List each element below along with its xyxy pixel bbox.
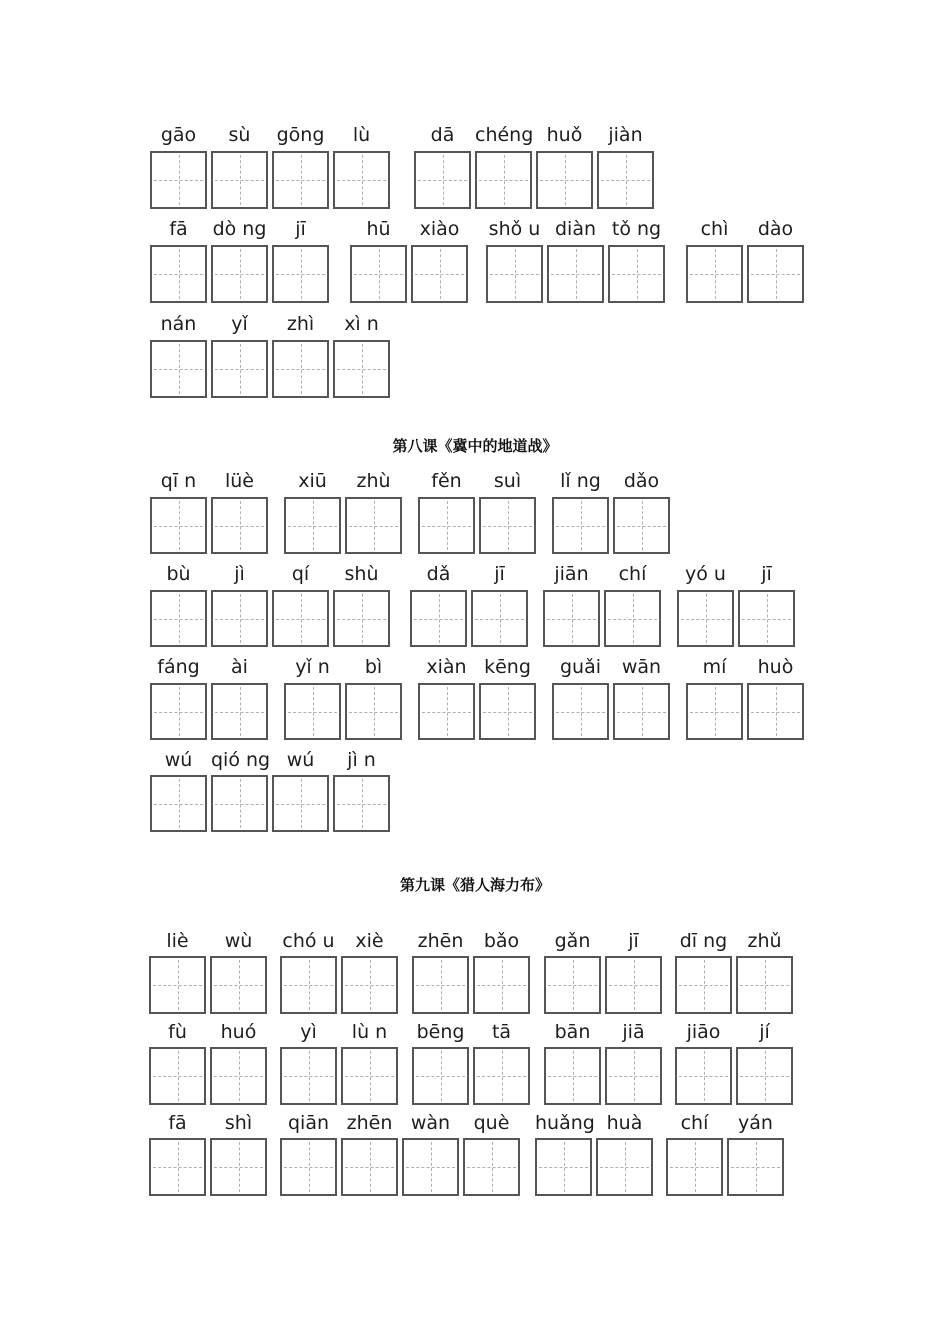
grid-guide-horizontal — [617, 712, 666, 713]
grid-guide-horizontal — [153, 1167, 202, 1168]
pinyin-label: chó u — [282, 930, 335, 952]
grid-guide-horizontal — [154, 619, 203, 620]
grid-guide-horizontal — [215, 180, 264, 181]
writing-box[interactable] — [272, 151, 329, 209]
pinyin-label: zhēn — [417, 930, 464, 952]
grid-guide-horizontal — [477, 985, 526, 986]
pinyin-label: bù — [166, 563, 191, 585]
grid-guide-horizontal — [690, 274, 739, 275]
grid-guide-horizontal — [600, 1167, 649, 1168]
pinyin-label: shù — [344, 563, 379, 585]
pinyin-label: shǒ u — [488, 218, 541, 240]
grid-guide-horizontal — [153, 985, 202, 986]
writing-box[interactable] — [150, 683, 207, 740]
grid-guide-horizontal — [214, 985, 263, 986]
grid-guide-horizontal — [483, 526, 532, 527]
pinyin-label: wàn — [410, 1112, 451, 1134]
writing-box[interactable] — [211, 775, 268, 832]
pinyin-label: tā — [491, 1021, 512, 1043]
pinyin-label: zhǔ — [747, 930, 782, 952]
writing-box[interactable] — [418, 497, 475, 554]
pinyin-label: tǒ ng — [611, 218, 662, 240]
grid-guide-horizontal — [284, 1167, 333, 1168]
writing-box[interactable] — [596, 1138, 653, 1196]
writing-box[interactable] — [675, 956, 732, 1014]
writing-box[interactable] — [211, 245, 268, 303]
writing-box[interactable] — [675, 1047, 732, 1105]
writing-box[interactable] — [613, 683, 670, 740]
writing-box[interactable] — [210, 1047, 267, 1105]
pinyin-label: jī — [761, 563, 772, 585]
writing-box[interactable] — [552, 497, 609, 554]
grid-guide-horizontal — [345, 1076, 394, 1077]
grid-guide-horizontal — [337, 619, 386, 620]
writing-box[interactable] — [272, 340, 329, 398]
writing-box[interactable] — [341, 1138, 398, 1196]
writing-box[interactable] — [605, 1047, 662, 1105]
grid-guide-horizontal — [415, 274, 464, 275]
pinyin-label: wān — [621, 656, 662, 678]
grid-guide-horizontal — [215, 619, 264, 620]
writing-box[interactable] — [411, 245, 468, 303]
writing-box[interactable] — [412, 956, 469, 1014]
writing-box[interactable] — [736, 1047, 793, 1105]
lesson-title: 第九课《猎人海力布》 — [399, 876, 550, 894]
grid-guide-horizontal — [690, 712, 739, 713]
writing-box[interactable] — [747, 245, 804, 303]
writing-box[interactable] — [345, 497, 402, 554]
pinyin-label: huǒ — [546, 124, 583, 146]
pinyin-label: fā — [169, 218, 188, 240]
grid-guide-horizontal — [416, 985, 465, 986]
grid-guide-horizontal — [483, 712, 532, 713]
grid-guide-horizontal — [276, 369, 325, 370]
writing-box[interactable] — [150, 497, 207, 554]
pinyin-label: qí — [291, 563, 310, 585]
pinyin-label: kēng — [484, 656, 531, 678]
grid-guide-horizontal — [215, 804, 264, 805]
writing-box[interactable] — [211, 340, 268, 398]
pinyin-label: fù — [168, 1021, 187, 1043]
grid-guide-horizontal — [740, 1076, 789, 1077]
grid-guide-horizontal — [337, 804, 386, 805]
writing-box[interactable] — [211, 497, 268, 554]
grid-guide-horizontal — [475, 619, 524, 620]
grid-guide-horizontal — [215, 712, 264, 713]
pinyin-label: bān — [554, 1021, 591, 1043]
writing-box[interactable] — [613, 497, 670, 554]
writing-box[interactable] — [597, 151, 654, 209]
pinyin-label: ài — [231, 656, 248, 678]
pinyin-label: jiā — [622, 1021, 645, 1043]
pinyin-label: jiàn — [608, 124, 643, 146]
grid-guide-horizontal — [154, 804, 203, 805]
grid-guide-horizontal — [540, 180, 589, 181]
writing-box[interactable] — [210, 956, 267, 1014]
pinyin-label: fā — [168, 1112, 187, 1134]
pinyin-label: chí — [618, 563, 647, 585]
grid-guide-horizontal — [276, 804, 325, 805]
writing-box[interactable] — [150, 245, 207, 303]
writing-box[interactable] — [535, 1138, 592, 1196]
pinyin-label: huó — [220, 1021, 257, 1043]
writing-box[interactable] — [345, 683, 402, 740]
writing-box[interactable] — [608, 245, 665, 303]
lesson-title: 第八课《冀中的地道战》 — [392, 437, 558, 455]
pinyin-label: zhù — [356, 470, 391, 492]
grid-guide-horizontal — [215, 369, 264, 370]
writing-box[interactable] — [272, 775, 329, 832]
writing-box[interactable] — [341, 1047, 398, 1105]
writing-box[interactable] — [402, 1138, 459, 1196]
grid-guide-horizontal — [556, 712, 605, 713]
pinyin-label: wù — [224, 930, 253, 952]
writing-box[interactable] — [666, 1138, 723, 1196]
grid-guide-horizontal — [418, 180, 467, 181]
grid-guide-horizontal — [740, 985, 789, 986]
grid-guide-horizontal — [539, 1167, 588, 1168]
writing-box[interactable] — [486, 245, 543, 303]
writing-box[interactable] — [463, 1138, 520, 1196]
grid-guide-horizontal — [751, 712, 800, 713]
grid-guide-horizontal — [467, 1167, 516, 1168]
pinyin-label: xiàn — [426, 656, 467, 678]
grid-guide-horizontal — [416, 1076, 465, 1077]
pinyin-label: lüè — [224, 470, 254, 492]
pinyin-label: dī ng — [679, 930, 728, 952]
grid-guide-horizontal — [349, 712, 398, 713]
pinyin-label: guǎi — [559, 656, 602, 678]
writing-box[interactable] — [150, 151, 207, 209]
pinyin-label: jí — [759, 1021, 770, 1043]
pinyin-label: lǐ ng — [560, 470, 601, 492]
pinyin-label: dǎo — [623, 470, 660, 492]
grid-guide-horizontal — [731, 1167, 780, 1168]
pinyin-label: bǎo — [483, 930, 520, 952]
grid-guide-horizontal — [337, 369, 386, 370]
pinyin-label: dào — [757, 218, 794, 240]
writing-box[interactable] — [475, 151, 532, 209]
writing-box[interactable] — [414, 151, 471, 209]
pinyin-label: xiào — [419, 218, 460, 240]
grid-guide-horizontal — [406, 1167, 455, 1168]
pinyin-label: sù — [228, 124, 251, 146]
pinyin-label: fáng — [157, 656, 200, 678]
grid-guide-horizontal — [479, 180, 528, 181]
pinyin-label: qiān — [287, 1112, 330, 1134]
grid-guide-horizontal — [556, 526, 605, 527]
pinyin-label: zhì — [286, 313, 315, 335]
pinyin-label: jì — [234, 563, 245, 585]
writing-box[interactable] — [547, 245, 604, 303]
grid-guide-horizontal — [154, 712, 203, 713]
pinyin-label: yǐ n — [295, 656, 330, 678]
pinyin-label: jì n — [347, 749, 376, 771]
pinyin-label: chì — [700, 218, 729, 240]
grid-guide-horizontal — [288, 712, 337, 713]
pinyin-label: xiè — [355, 930, 384, 952]
pinyin-label: jiān — [554, 563, 589, 585]
grid-guide-horizontal — [679, 1076, 728, 1077]
grid-guide-horizontal — [154, 274, 203, 275]
pinyin-label: huǎng — [535, 1112, 595, 1134]
pinyin-label: yán — [738, 1112, 773, 1134]
writing-box[interactable] — [341, 956, 398, 1014]
grid-guide-horizontal — [742, 619, 791, 620]
writing-box[interactable] — [418, 683, 475, 740]
grid-guide-horizontal — [345, 1167, 394, 1168]
writing-box[interactable] — [211, 683, 268, 740]
grid-guide-horizontal — [601, 180, 650, 181]
grid-guide-horizontal — [490, 274, 539, 275]
grid-guide-horizontal — [345, 985, 394, 986]
grid-guide-horizontal — [477, 1076, 526, 1077]
writing-box[interactable] — [686, 683, 743, 740]
grid-guide-horizontal — [284, 985, 333, 986]
grid-guide-horizontal — [681, 619, 730, 620]
writing-box[interactable] — [150, 590, 207, 647]
pinyin-label: bì — [364, 656, 383, 678]
pinyin-label: jī — [295, 218, 306, 240]
pinyin-label: fěn — [431, 470, 462, 492]
grid-guide-horizontal — [284, 1076, 333, 1077]
pinyin-label: què — [473, 1112, 510, 1134]
grid-guide-horizontal — [214, 1167, 263, 1168]
writing-box[interactable] — [272, 590, 329, 647]
pinyin-label: lù n — [351, 1021, 388, 1043]
grid-guide-horizontal — [679, 985, 728, 986]
writing-box[interactable] — [210, 1138, 267, 1196]
writing-box[interactable] — [604, 590, 661, 647]
writing-box[interactable] — [211, 151, 268, 209]
writing-box[interactable] — [479, 683, 536, 740]
grid-guide-horizontal — [154, 526, 203, 527]
writing-box[interactable] — [677, 590, 734, 647]
writing-box[interactable] — [410, 590, 467, 647]
writing-box[interactable] — [149, 1138, 206, 1196]
pinyin-label: huà — [606, 1112, 643, 1134]
writing-box[interactable] — [544, 956, 601, 1014]
writing-box[interactable] — [350, 245, 407, 303]
pinyin-label: jī — [628, 930, 639, 952]
writing-box[interactable] — [605, 956, 662, 1014]
grid-guide-horizontal — [609, 1076, 658, 1077]
grid-guide-horizontal — [154, 369, 203, 370]
grid-guide-horizontal — [414, 619, 463, 620]
writing-box[interactable] — [150, 340, 207, 398]
pinyin-label: liè — [166, 930, 189, 952]
writing-box[interactable] — [727, 1138, 784, 1196]
writing-box[interactable] — [333, 775, 390, 832]
grid-guide-horizontal — [349, 526, 398, 527]
writing-box[interactable] — [543, 590, 600, 647]
pinyin-label: qī n — [160, 470, 197, 492]
writing-box[interactable] — [272, 245, 329, 303]
grid-guide-horizontal — [215, 274, 264, 275]
writing-box[interactable] — [333, 590, 390, 647]
writing-box[interactable] — [473, 956, 530, 1014]
writing-box[interactable] — [280, 956, 337, 1014]
pinyin-label: huò — [757, 656, 794, 678]
grid-guide-horizontal — [422, 526, 471, 527]
pinyin-label: chí — [680, 1112, 709, 1134]
writing-box[interactable] — [479, 497, 536, 554]
pinyin-label: qió ng — [211, 749, 271, 771]
pinyin-label: yǐ — [231, 313, 248, 335]
grid-guide-horizontal — [288, 526, 337, 527]
pinyin-label: yì — [300, 1021, 317, 1043]
grid-guide-horizontal — [608, 619, 657, 620]
grid-guide-horizontal — [547, 619, 596, 620]
writing-box[interactable] — [333, 340, 390, 398]
writing-box[interactable] — [211, 590, 268, 647]
pinyin-label: nán — [160, 313, 197, 335]
pinyin-label: gǎn — [554, 930, 591, 952]
writing-box[interactable] — [284, 683, 341, 740]
writing-box[interactable] — [280, 1138, 337, 1196]
pinyin-label: yó u — [685, 563, 726, 585]
writing-box[interactable] — [149, 956, 206, 1014]
writing-box[interactable] — [473, 1047, 530, 1105]
pinyin-label: xiū — [298, 470, 327, 492]
pinyin-label: xì n — [344, 313, 379, 335]
writing-box[interactable] — [412, 1047, 469, 1105]
pinyin-label: gōng — [276, 124, 325, 146]
writing-box[interactable] — [150, 775, 207, 832]
writing-box[interactable] — [280, 1047, 337, 1105]
writing-box[interactable] — [284, 497, 341, 554]
pinyin-label: lù — [352, 124, 371, 146]
grid-guide-horizontal — [214, 1076, 263, 1077]
writing-box[interactable] — [552, 683, 609, 740]
writing-box[interactable] — [736, 956, 793, 1014]
pinyin-label: jiāo — [686, 1021, 721, 1043]
writing-box[interactable] — [536, 151, 593, 209]
pinyin-label: hū — [366, 218, 391, 240]
grid-guide-horizontal — [422, 712, 471, 713]
grid-guide-horizontal — [337, 180, 386, 181]
pinyin-label: mí — [702, 656, 727, 678]
writing-box[interactable] — [333, 151, 390, 209]
writing-box[interactable] — [747, 683, 804, 740]
pinyin-label: wú — [286, 749, 315, 771]
pinyin-label: jī — [494, 563, 505, 585]
grid-guide-horizontal — [617, 526, 666, 527]
pinyin-label: zhēn — [346, 1112, 393, 1134]
grid-guide-horizontal — [154, 180, 203, 181]
writing-box[interactable] — [471, 590, 528, 647]
pinyin-label: dā — [430, 124, 455, 146]
grid-guide-horizontal — [354, 274, 403, 275]
pinyin-label: shì — [224, 1112, 253, 1134]
grid-guide-horizontal — [276, 274, 325, 275]
grid-guide-horizontal — [551, 274, 600, 275]
writing-box[interactable] — [686, 245, 743, 303]
grid-guide-horizontal — [751, 274, 800, 275]
grid-guide-horizontal — [548, 1076, 597, 1077]
pinyin-label: dò ng — [212, 218, 267, 240]
pinyin-label: dǎ — [426, 563, 451, 585]
pinyin-label: gāo — [160, 124, 197, 146]
grid-guide-horizontal — [609, 985, 658, 986]
pinyin-label: wú — [164, 749, 193, 771]
grid-guide-horizontal — [612, 274, 661, 275]
pinyin-label: chéng — [475, 124, 534, 146]
writing-box[interactable] — [544, 1047, 601, 1105]
pinyin-label: bēng — [416, 1021, 465, 1043]
writing-box[interactable] — [149, 1047, 206, 1105]
writing-box[interactable] — [738, 590, 795, 647]
grid-guide-horizontal — [215, 526, 264, 527]
grid-guide-horizontal — [153, 1076, 202, 1077]
grid-guide-horizontal — [276, 619, 325, 620]
pinyin-label: suì — [493, 470, 522, 492]
grid-guide-horizontal — [548, 985, 597, 986]
pinyin-label: diàn — [554, 218, 597, 240]
grid-guide-horizontal — [670, 1167, 719, 1168]
grid-guide-horizontal — [276, 180, 325, 181]
